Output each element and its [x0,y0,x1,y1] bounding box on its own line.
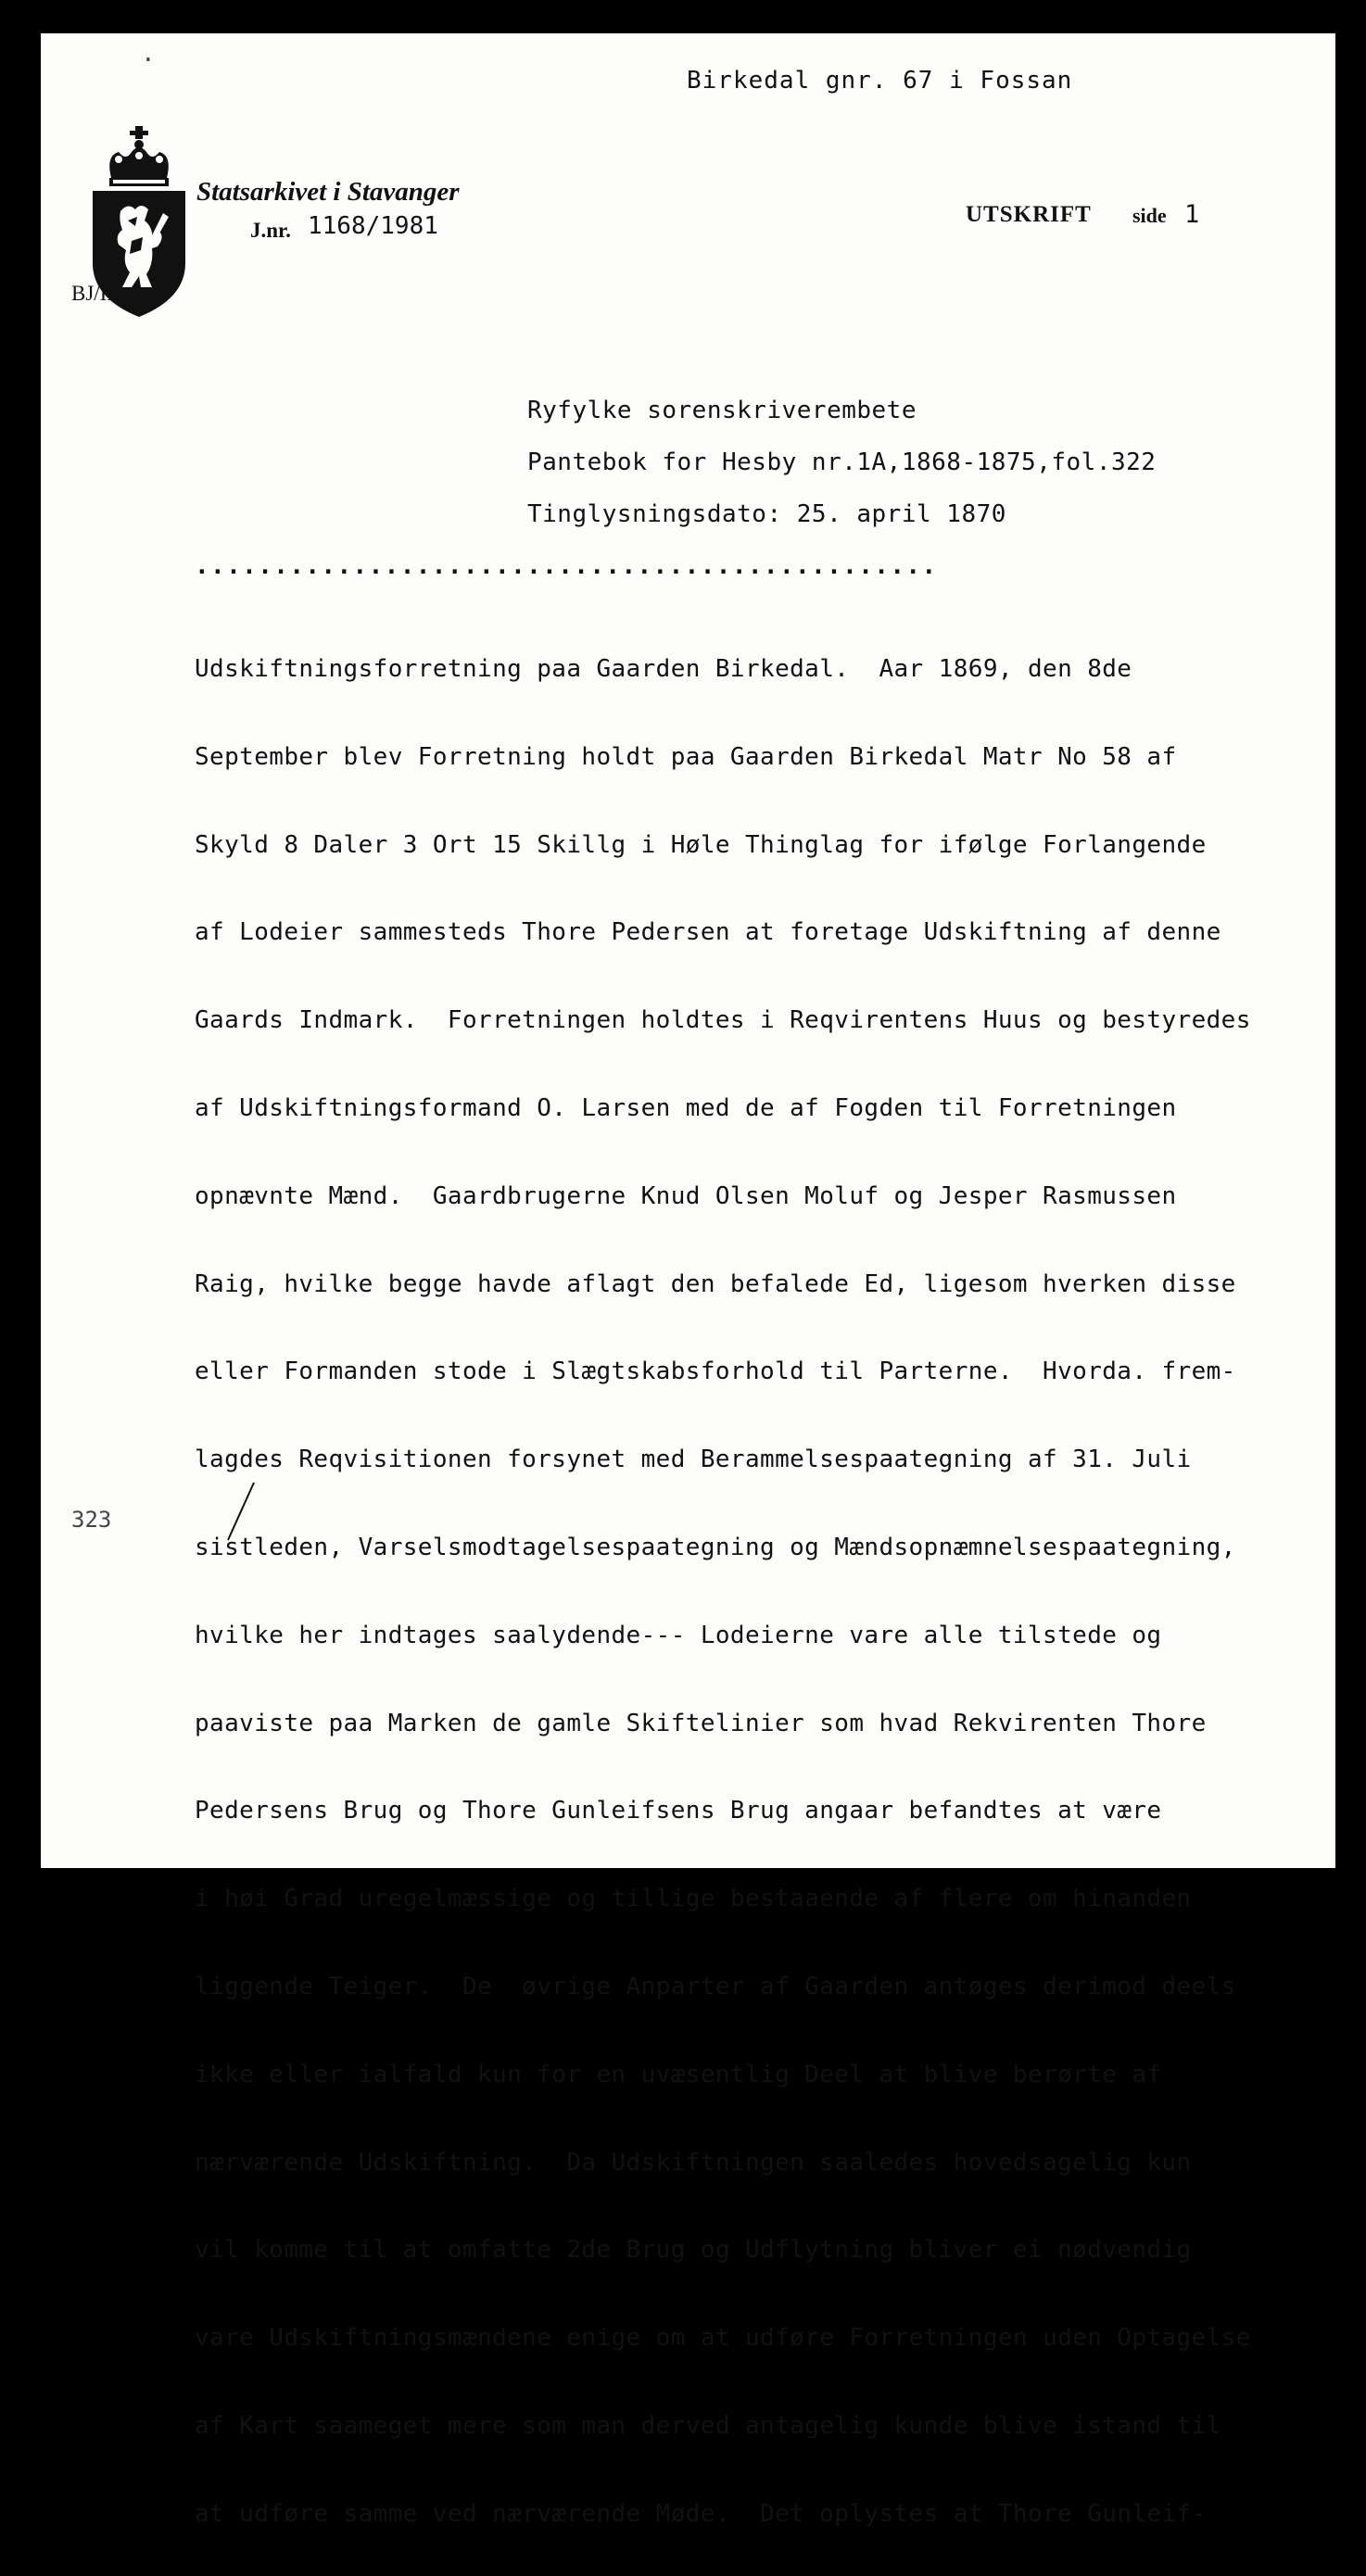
body-line: Raig, hvilke begge havde aflagt den befalede Ed, ligesom hverken disse [195,1269,1236,1298]
body-line: ikke eller ialfald kun for en uvæsentlig Deel at blive berørte af [195,2060,1162,2089]
body-line: paaviste paa Marken de gamle Skiftelinier som hvad Rekvirenten Thore [195,1709,1207,1737]
margin-folio-number: 323 [71,1507,112,1533]
body-line: af Kart saameget mere som man derved antagelig kunde blive istand til [195,2411,1221,2440]
source-mortgage-book: Pantebok for Hesby nr.1A,1868-1875,fol.322 [527,448,1157,476]
clerk-initials: BJ/IH [71,282,122,305]
body-line: sistleden, Varselsmodtagelsespaategning og Mændsopnæmnelsespaategning, [195,1533,1236,1561]
archive-name: Statsarkivet i Stavanger [196,177,460,207]
document-page [41,33,1335,2528]
body-line: eller Formanden stode i Slægtskabsforhold til Parterne. Hvorda. frem- [195,1357,1236,1386]
body-line: opnævnte Mænd. Gaardbrugerne Knud Olsen Moluf og Jesper Rasmussen [195,1181,1177,1210]
body-line: Udskiftningsforretning paa Gaarden Birkedal. Aar 1869, den 8de [195,655,1132,683]
body-line: i høi Grad uregelmæssige og tillige bestaaende af flere om hinanden [195,1885,1192,1913]
side-label: side [1132,204,1167,227]
body-line: at udføre samme ved nærværende Møde. Det oplystes at Thore Gunleif- [195,2499,1207,2528]
body-line: Pedersens Brug og Thore Gunleifsens Brug angaar befandtes at være [195,1797,1162,1825]
body-line: Skyld 8 Daler 3 Ort 15 Skillg i Høle Thinglag for ifølge Forlangende [195,830,1207,859]
dotted-separator: ............................................... [195,552,938,580]
body-line: vil komme til at omfatte 2de Brug og Udflytning bliver ei nødvendig [195,2236,1192,2265]
transcript-body [195,608,1251,2576]
page-number: 1 [1184,200,1200,229]
source-registration-date: Tinglysningsdato: 25. april 1870 [527,500,1006,528]
body-line: liggende Teiger. De øvrige Anparter af Gaarden antøges derimod deels [195,1972,1236,2001]
journal-number-label: J.nr. [250,219,291,242]
body-line: af Udskiftningsformand O. Larsen med de af Fogden til Forretningen [195,1093,1177,1122]
body-line: lagdes Reqvisitionen forsynet med Berammelsespaategning af 31. Juli [195,1446,1192,1474]
scan-speck: · [141,46,156,74]
correction-slash-mark [222,1479,259,1544]
farm-title: Birkedal gnr. 67 i Fossan [687,67,1073,95]
body-line: nærværende Udskiftning. Da Udskiftningen saaledes hovedsagelig kun [195,2148,1192,2177]
transcript-label: UTSKRIFT [966,202,1092,227]
body-line: September blev Forretning holdt paa Gaarden Birkedal Matr No 58 af [195,742,1177,771]
body-line: hvilke her indtages saalydende--- Lodeierne vare alle tilstede og [195,1621,1162,1649]
journal-number: 1168/1981 [308,212,438,240]
body-line: Gaards Indmark. Forretningen holdtes i Reqvirentens Huus og bestyredes [195,1006,1251,1035]
body-line: vare Udskiftningsmændene enige om at udføre Forretningen uden Optagelse [195,2324,1251,2353]
source-court: Ryfylke sorenskriverembete [527,397,917,424]
body-line: af Lodeier sammesteds Thore Pedersen at foretage Udskiftning af denne [195,918,1221,947]
